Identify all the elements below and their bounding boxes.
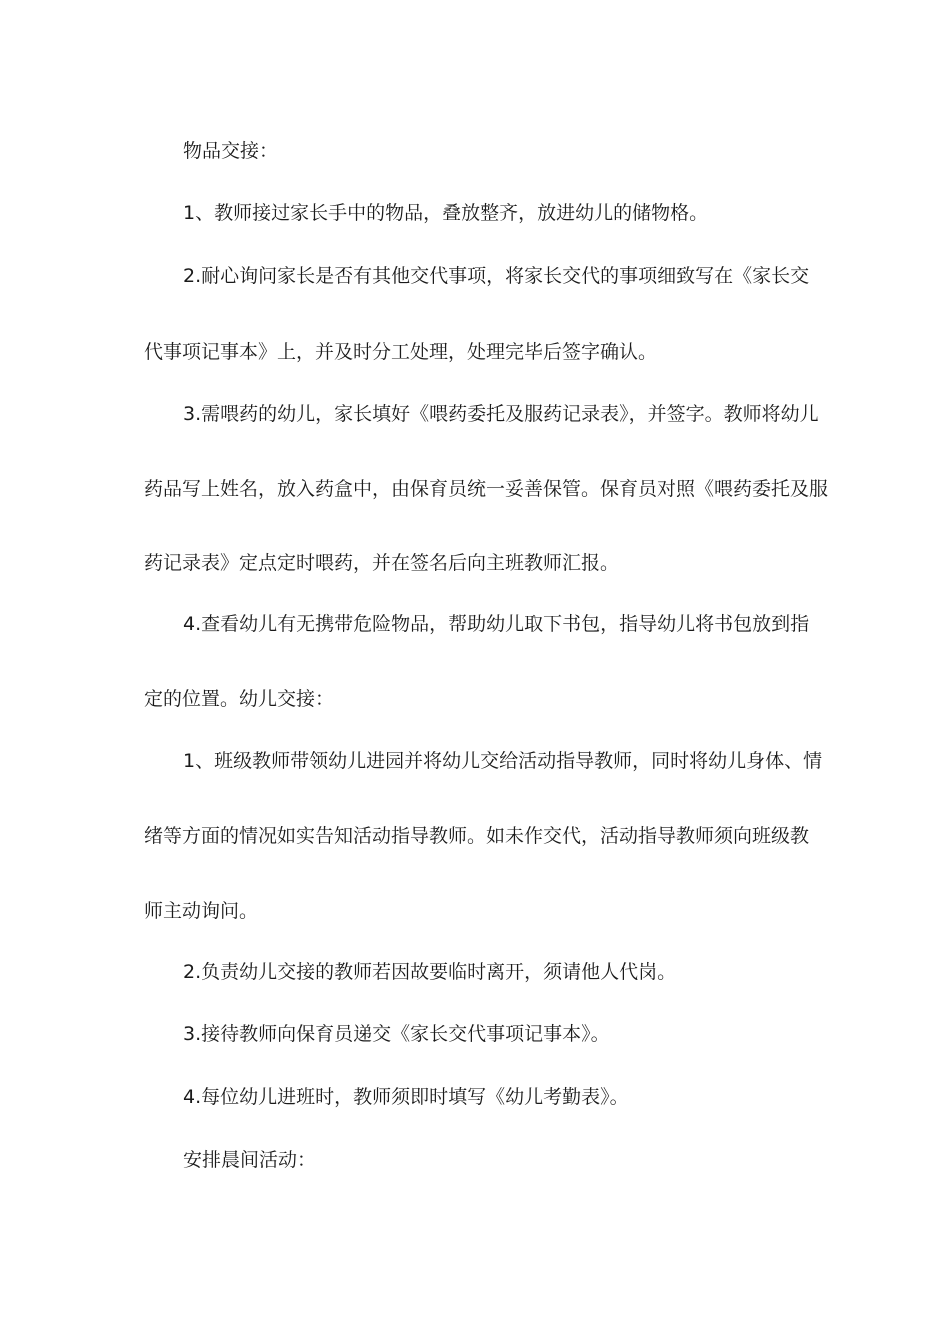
- paragraph-line: 师主动询问。: [144, 900, 259, 922]
- paragraph-line: 4.查看幼儿有无携带危险物品，帮助幼儿取下书包，指导幼儿将书包放到指: [183, 613, 810, 635]
- paragraph-line: 3.需喂药的幼儿，家长填好《喂药委托及服药记录表》，并签字。教师将幼儿: [183, 403, 819, 425]
- paragraph-line: 1、班级教师带领幼儿进园并将幼儿交给活动指导教师，同时将幼儿身体、情: [183, 750, 823, 772]
- section-heading-morning-activities: 安排晨间活动：: [183, 1149, 317, 1171]
- paragraph-line: 4.每位幼儿进班时，教师须即时填写《幼儿考勤表》。: [183, 1086, 629, 1108]
- paragraph-line: 绪等方面的情况如实告知活动指导教师。如未作交代，活动指导教师须向班级教: [144, 825, 810, 847]
- paragraph-line: 药品写上姓名，放入药盒中，由保育员统一妥善保管。保育员对照《喂药委托及服: [144, 478, 829, 500]
- paragraph-line: 2.负责幼儿交接的教师若因故要临时离开，须请他人代岗。: [183, 961, 677, 983]
- paragraph-line: 2.耐心询问家长是否有其他交代事项，将家长交代的事项细致写在《家长交: [183, 265, 810, 287]
- paragraph-line: 代事项记事本》上，并及时分工处理，处理完毕后签字确认。: [144, 341, 658, 363]
- paragraph-line: 药记录表》定点定时喂药，并在签名后向主班教师汇报。: [144, 552, 620, 574]
- section-heading-item-handover: 物品交接：: [183, 140, 279, 162]
- paragraph-line: 1、教师接过家长手中的物品，叠放整齐，放进幼儿的储物格。: [183, 202, 709, 224]
- paragraph-line: 定的位置。幼儿交接：: [144, 688, 335, 710]
- paragraph-line: 3.接待教师向保育员递交《家长交代事项记事本》。: [183, 1023, 610, 1045]
